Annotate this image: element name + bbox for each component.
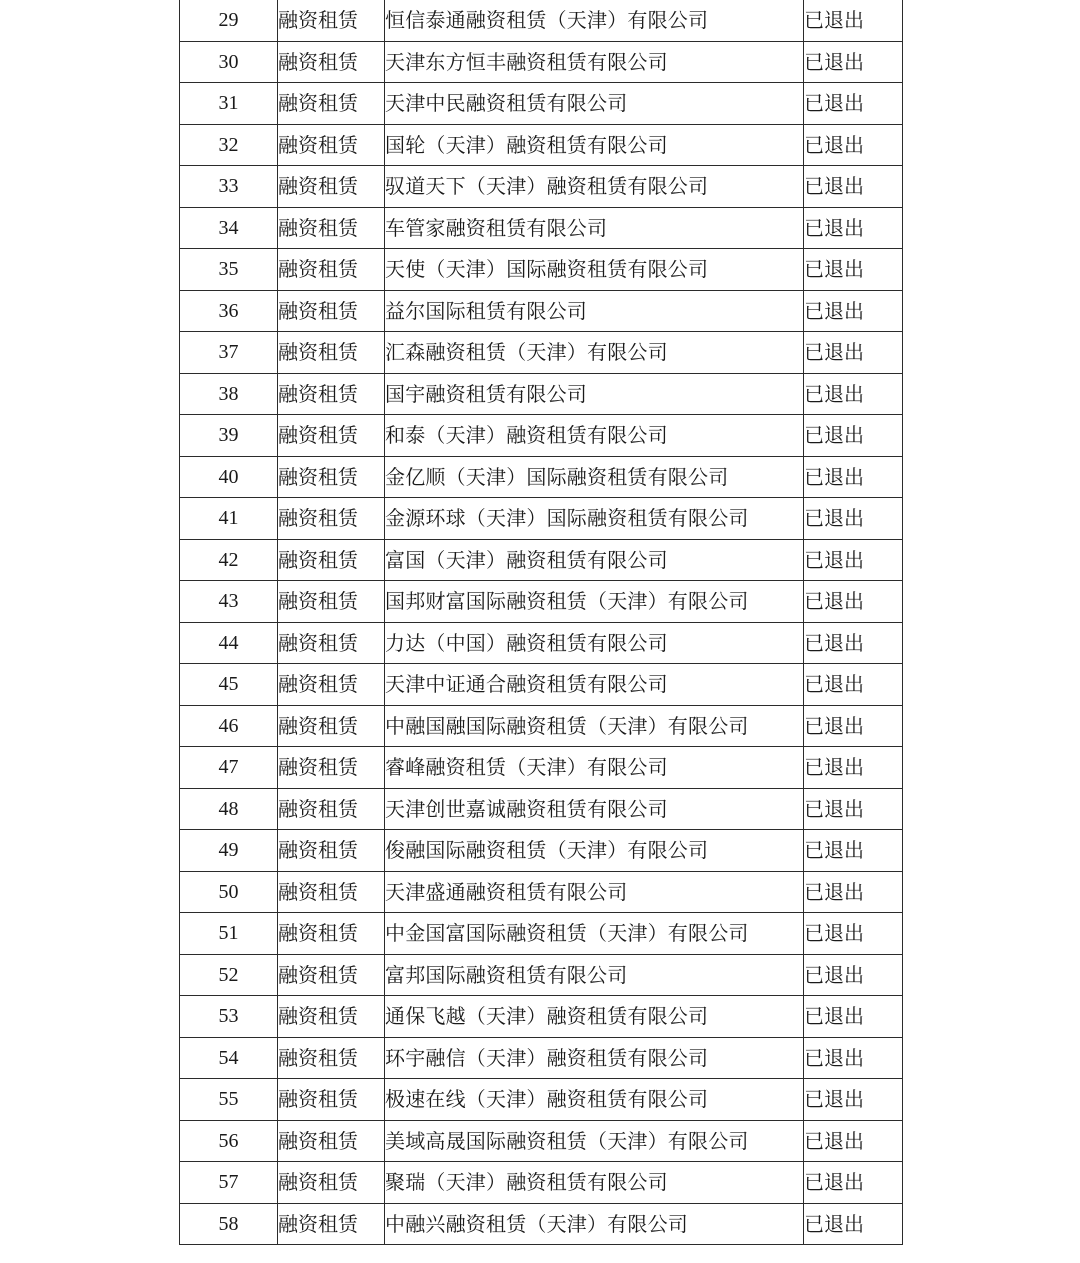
business-type-cell: 融资租赁 (278, 1037, 385, 1079)
status-cell: 已退出 (804, 788, 903, 830)
row-number-cell: 46 (180, 705, 278, 747)
business-type-cell: 融资租赁 (278, 249, 385, 291)
table-row (180, 871, 903, 913)
business-type-cell: 融资租赁 (278, 705, 385, 747)
company-registry-table (179, 0, 903, 1245)
company-name-cell: 中金国富国际融资租赁（天津）有限公司 (385, 913, 804, 955)
business-type-cell: 融资租赁 (278, 581, 385, 623)
table-row (180, 249, 903, 291)
business-type-cell: 融资租赁 (278, 456, 385, 498)
table-row (180, 1079, 903, 1121)
status-cell: 已退出 (804, 290, 903, 332)
row-number-cell: 30 (180, 41, 278, 83)
company-name-cell: 国邦财富国际融资租赁（天津）有限公司 (385, 581, 804, 623)
table-row (180, 1037, 903, 1079)
table-row (180, 83, 903, 125)
row-number-cell: 35 (180, 249, 278, 291)
business-type-cell: 融资租赁 (278, 913, 385, 955)
business-type-cell: 融资租赁 (278, 83, 385, 125)
table-row (180, 1162, 903, 1204)
row-number-cell: 38 (180, 373, 278, 415)
status-cell: 已退出 (804, 456, 903, 498)
business-type-cell: 融资租赁 (278, 0, 385, 41)
row-number-cell: 58 (180, 1203, 278, 1245)
table-row (180, 830, 903, 872)
company-name-cell: 益尔国际租赁有限公司 (385, 290, 804, 332)
row-number-cell: 48 (180, 788, 278, 830)
business-type-cell: 融资租赁 (278, 498, 385, 540)
company-name-cell: 驭道天下（天津）融资租赁有限公司 (385, 166, 804, 208)
status-cell: 已退出 (804, 581, 903, 623)
business-type-cell: 融资租赁 (278, 207, 385, 249)
business-type-cell: 融资租赁 (278, 664, 385, 706)
company-name-cell: 天津中证通合融资租赁有限公司 (385, 664, 804, 706)
row-number-cell: 42 (180, 539, 278, 581)
table-row (180, 1120, 903, 1162)
status-cell: 已退出 (804, 1120, 903, 1162)
company-name-cell: 国宇融资租赁有限公司 (385, 373, 804, 415)
table-row (180, 498, 903, 540)
status-cell: 已退出 (804, 1037, 903, 1079)
table-row (180, 373, 903, 415)
table-row (180, 290, 903, 332)
company-name-cell: 环宇融信（天津）融资租赁有限公司 (385, 1037, 804, 1079)
company-name-cell: 美域高晟国际融资租赁（天津）有限公司 (385, 1120, 804, 1162)
status-cell: 已退出 (804, 498, 903, 540)
status-cell: 已退出 (804, 373, 903, 415)
business-type-cell: 融资租赁 (278, 954, 385, 996)
status-cell: 已退出 (804, 1203, 903, 1245)
row-number-cell: 50 (180, 871, 278, 913)
status-cell: 已退出 (804, 996, 903, 1038)
table-row (180, 166, 903, 208)
document-page (179, 0, 902, 1245)
table-row (180, 332, 903, 374)
company-name-cell: 汇森融资租赁（天津）有限公司 (385, 332, 804, 374)
business-type-cell: 融资租赁 (278, 539, 385, 581)
row-number-cell: 40 (180, 456, 278, 498)
business-type-cell: 融资租赁 (278, 373, 385, 415)
business-type-cell: 融资租赁 (278, 1162, 385, 1204)
row-number-cell: 47 (180, 747, 278, 789)
company-name-cell: 国轮（天津）融资租赁有限公司 (385, 124, 804, 166)
row-number-cell: 33 (180, 166, 278, 208)
business-type-cell: 融资租赁 (278, 996, 385, 1038)
row-number-cell: 53 (180, 996, 278, 1038)
status-cell: 已退出 (804, 124, 903, 166)
table-row (180, 124, 903, 166)
row-number-cell: 49 (180, 830, 278, 872)
row-number-cell: 45 (180, 664, 278, 706)
status-cell: 已退出 (804, 166, 903, 208)
company-name-cell: 通保飞越（天津）融资租赁有限公司 (385, 996, 804, 1038)
table-row (180, 207, 903, 249)
status-cell: 已退出 (804, 830, 903, 872)
status-cell: 已退出 (804, 1079, 903, 1121)
row-number-cell: 34 (180, 207, 278, 249)
business-type-cell: 融资租赁 (278, 1120, 385, 1162)
row-number-cell: 44 (180, 622, 278, 664)
company-name-cell: 中融国融国际融资租赁（天津）有限公司 (385, 705, 804, 747)
status-cell: 已退出 (804, 747, 903, 789)
business-type-cell: 融资租赁 (278, 290, 385, 332)
status-cell: 已退出 (804, 622, 903, 664)
business-type-cell: 融资租赁 (278, 124, 385, 166)
row-number-cell: 41 (180, 498, 278, 540)
row-number-cell: 37 (180, 332, 278, 374)
company-name-cell: 聚瑞（天津）融资租赁有限公司 (385, 1162, 804, 1204)
row-number-cell: 29 (180, 0, 278, 41)
business-type-cell: 融资租赁 (278, 788, 385, 830)
company-name-cell: 天津盛通融资租赁有限公司 (385, 871, 804, 913)
row-number-cell: 52 (180, 954, 278, 996)
company-name-cell: 天津中民融资租赁有限公司 (385, 83, 804, 125)
table-row (180, 788, 903, 830)
row-number-cell: 43 (180, 581, 278, 623)
table-row (180, 456, 903, 498)
company-name-cell: 力达（中国）融资租赁有限公司 (385, 622, 804, 664)
status-cell: 已退出 (804, 705, 903, 747)
status-cell: 已退出 (804, 664, 903, 706)
status-cell: 已退出 (804, 207, 903, 249)
business-type-cell: 融资租赁 (278, 41, 385, 83)
row-number-cell: 56 (180, 1120, 278, 1162)
table-row (180, 954, 903, 996)
row-number-cell: 39 (180, 415, 278, 457)
company-name-cell: 天津创世嘉诚融资租赁有限公司 (385, 788, 804, 830)
row-number-cell: 54 (180, 1037, 278, 1079)
status-cell: 已退出 (804, 41, 903, 83)
status-cell: 已退出 (804, 83, 903, 125)
row-number-cell: 51 (180, 913, 278, 955)
status-cell: 已退出 (804, 332, 903, 374)
company-name-cell: 天使（天津）国际融资租赁有限公司 (385, 249, 804, 291)
business-type-cell: 融资租赁 (278, 622, 385, 664)
table-row (180, 664, 903, 706)
company-name-cell: 恒信泰通融资租赁（天津）有限公司 (385, 0, 804, 41)
company-name-cell: 极速在线（天津）融资租赁有限公司 (385, 1079, 804, 1121)
row-number-cell: 31 (180, 83, 278, 125)
table-row (180, 539, 903, 581)
status-cell: 已退出 (804, 954, 903, 996)
business-type-cell: 融资租赁 (278, 830, 385, 872)
business-type-cell: 融资租赁 (278, 747, 385, 789)
company-name-cell: 和泰（天津）融资租赁有限公司 (385, 415, 804, 457)
business-type-cell: 融资租赁 (278, 1203, 385, 1245)
table-row (180, 913, 903, 955)
table-row (180, 415, 903, 457)
table-row (180, 705, 903, 747)
table-row (180, 622, 903, 664)
table-row (180, 581, 903, 623)
status-cell: 已退出 (804, 415, 903, 457)
company-name-cell: 金亿顺（天津）国际融资租赁有限公司 (385, 456, 804, 498)
business-type-cell: 融资租赁 (278, 415, 385, 457)
business-type-cell: 融资租赁 (278, 871, 385, 913)
company-name-cell: 富国（天津）融资租赁有限公司 (385, 539, 804, 581)
row-number-cell: 57 (180, 1162, 278, 1204)
company-name-cell: 车管家融资租赁有限公司 (385, 207, 804, 249)
table-row (180, 0, 903, 41)
table-body (180, 0, 903, 1245)
company-name-cell: 中融兴融资租赁（天津）有限公司 (385, 1203, 804, 1245)
company-name-cell: 富邦国际融资租赁有限公司 (385, 954, 804, 996)
status-cell: 已退出 (804, 539, 903, 581)
row-number-cell: 32 (180, 124, 278, 166)
table-row (180, 747, 903, 789)
table-row (180, 996, 903, 1038)
status-cell: 已退出 (804, 0, 903, 41)
company-name-cell: 金源环球（天津）国际融资租赁有限公司 (385, 498, 804, 540)
company-name-cell: 俊融国际融资租赁（天津）有限公司 (385, 830, 804, 872)
business-type-cell: 融资租赁 (278, 1079, 385, 1121)
business-type-cell: 融资租赁 (278, 166, 385, 208)
company-name-cell: 睿峰融资租赁（天津）有限公司 (385, 747, 804, 789)
row-number-cell: 36 (180, 290, 278, 332)
status-cell: 已退出 (804, 249, 903, 291)
table-row (180, 41, 903, 83)
status-cell: 已退出 (804, 913, 903, 955)
company-name-cell: 天津东方恒丰融资租赁有限公司 (385, 41, 804, 83)
business-type-cell: 融资租赁 (278, 332, 385, 374)
status-cell: 已退出 (804, 871, 903, 913)
row-number-cell: 55 (180, 1079, 278, 1121)
status-cell: 已退出 (804, 1162, 903, 1204)
table-row (180, 1203, 903, 1245)
